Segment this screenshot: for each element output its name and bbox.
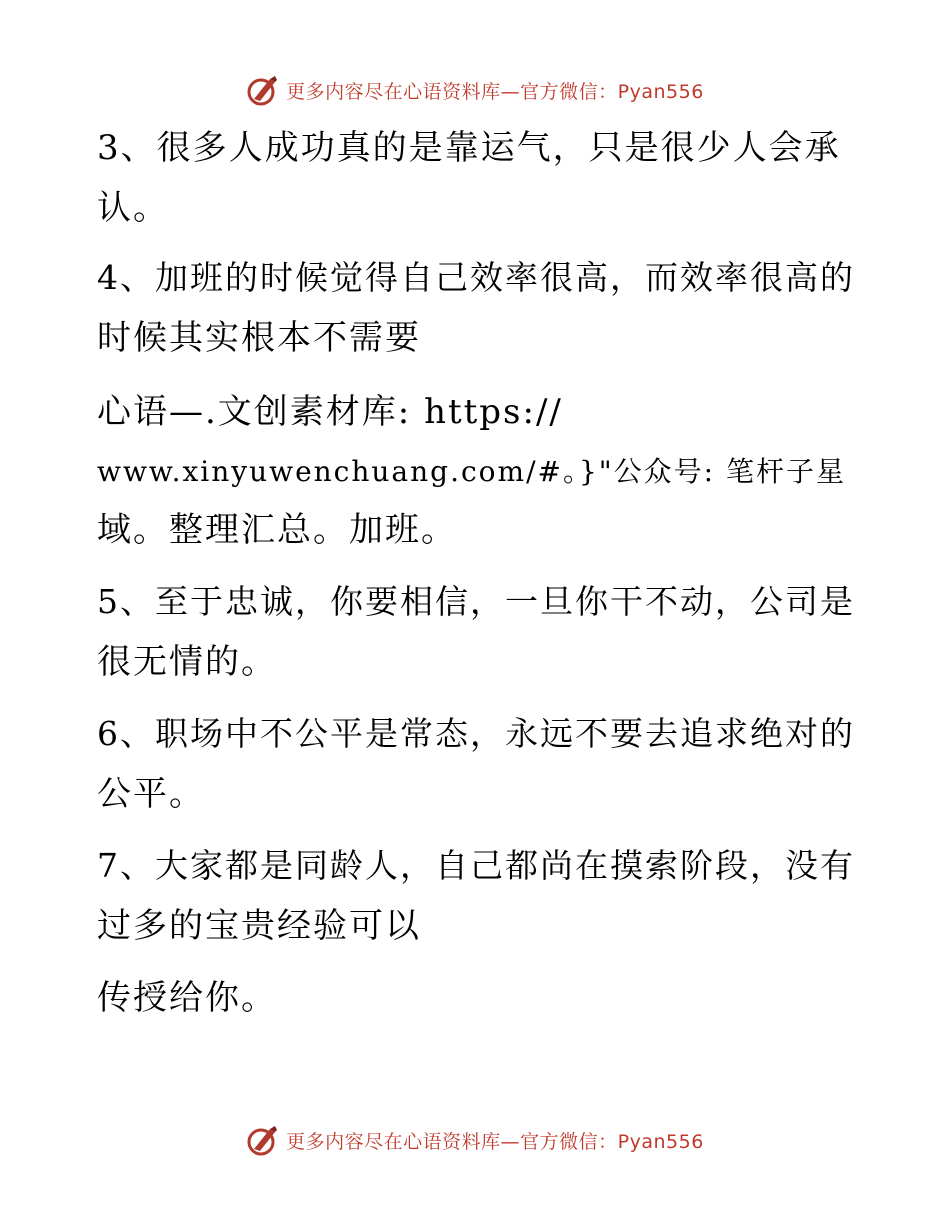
pen-logo-icon <box>246 73 280 107</box>
pen-logo-icon <box>246 1123 280 1157</box>
paragraph-line: 时候其实根本不需要 <box>97 318 421 358</box>
footer-watermark <box>0 1120 950 1160</box>
footer-watermark-text: 更多内容尽在心语资料库—官方微信：Pyan556 <box>286 1130 704 1153</box>
paragraph-line: 5、至于忠诚，你要相信，一旦你干不动，公司是 <box>97 582 855 621</box>
paragraph-line: 心语—.文创素材库: https:// <box>97 392 563 432</box>
header-watermark-text: 更多内容尽在心语资料库—官方微信：Pyan556 <box>286 80 704 103</box>
paragraph-line: 认。 <box>97 188 169 228</box>
paragraph-line: 过多的宝贵经验可以 <box>97 906 421 946</box>
paragraph-line: 3、很多人成功真的是靠运气，只是很少人会承 <box>97 128 841 168</box>
paragraph-line: 域。整理汇总。加班。 <box>97 510 457 550</box>
paragraph-line: www.xinyuwenchuang.com/#。}"公众号: 笔杆子星 <box>97 455 846 488</box>
paragraph-line: 公平。 <box>97 774 205 814</box>
paragraph-line: 传授给你。 <box>97 978 277 1018</box>
paragraph-line: 7、大家都是同龄人，自己都尚在摸索阶段，没有 <box>97 846 855 885</box>
paragraph-line: 6、职场中不公平是常态，永远不要去追求绝对的 <box>97 714 855 753</box>
header-watermark <box>0 70 950 110</box>
paragraph-line: 4、加班的时候觉得自己效率很高，而效率很高的 <box>97 258 855 297</box>
paragraph-line: 很无情的。 <box>97 642 277 682</box>
